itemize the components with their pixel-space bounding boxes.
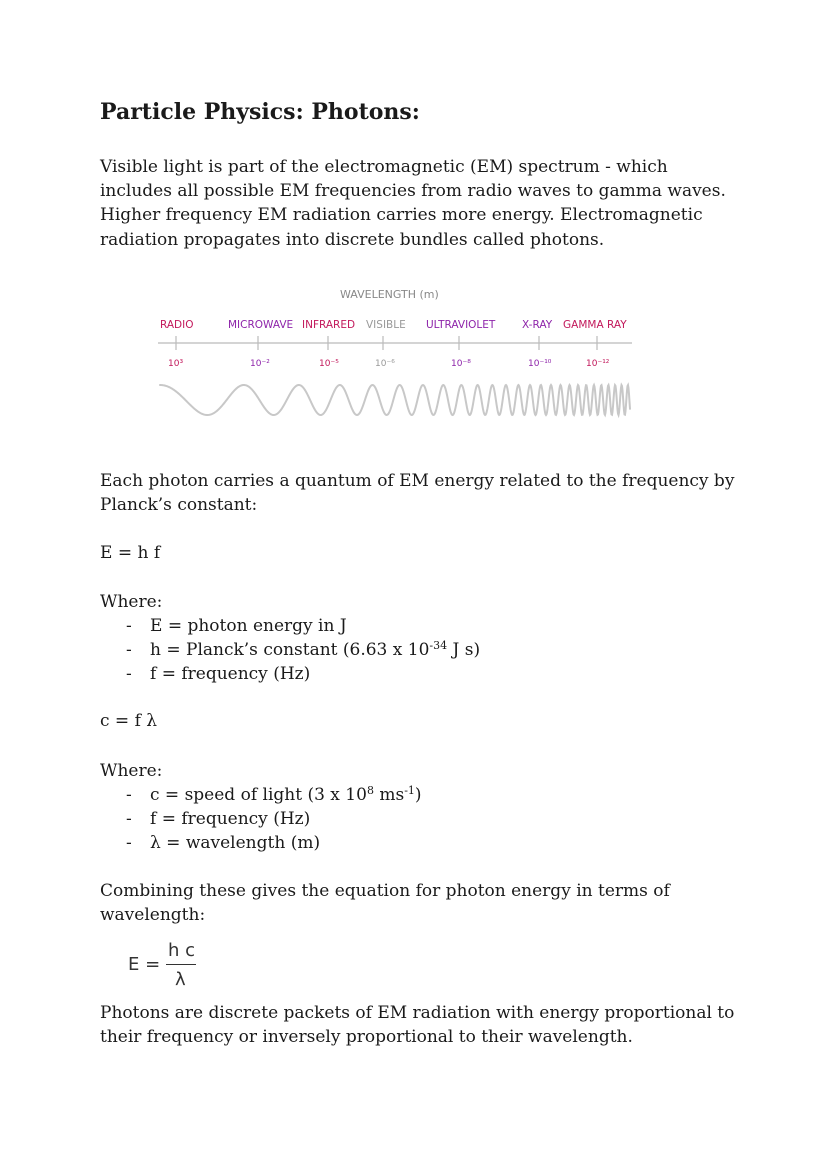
equation-wave: c = f λ	[100, 711, 158, 731]
tick-label-infrared: 10⁻⁵	[319, 359, 339, 369]
intro-paragraph: Visible light is part of the electromagnetic (EM) spectrum - which includes all possible EM frequencies from radio waves to gamma waves. Higher frequency EM radiation carries more energy. Electromagnetic radiation propagates into discrete bundles called photons.	[100, 157, 726, 250]
quantum-paragraph: Each photon carries a quantum of EM energy related to the frequency by Planck’s constant:	[100, 471, 735, 516]
list-item: - f = frequency (Hz)	[126, 662, 480, 686]
spectrum-heading: WAVELENGTH (m)	[340, 288, 439, 301]
tick-label-radio: 10³	[168, 359, 184, 369]
definitions-list-1	[126, 614, 480, 686]
equation-numerator: h c	[168, 940, 196, 961]
combine-paragraph: Combining these gives the equation for photon energy in terms of wavelength:	[100, 881, 670, 926]
band-label-gamma: GAMMA RAY	[563, 319, 627, 331]
list-item: - E = photon energy in J	[126, 614, 480, 638]
tick-label-gamma: 10⁻¹²	[586, 359, 610, 369]
tick-label-ultraviolet: 10⁻⁸	[451, 359, 471, 369]
where-label-2: Where:	[100, 761, 163, 781]
equation-planck: E = h f	[100, 543, 161, 563]
tick-label-visible: 10⁻⁶	[375, 359, 395, 369]
definitions-list-2	[126, 783, 422, 855]
em-spectrum-diagram	[150, 280, 640, 430]
list-item: - f = frequency (Hz)	[126, 807, 422, 831]
list-item: - λ = wavelength (m)	[126, 831, 422, 855]
band-label-radio: RADIO	[160, 319, 194, 331]
tick-label-xray: 10⁻¹⁰	[528, 359, 552, 369]
fraction-bar	[166, 964, 196, 965]
band-label-visible: VISIBLE	[366, 319, 406, 331]
page-title: Particle Physics: Photons:	[100, 99, 420, 125]
equation-denominator: λ	[175, 969, 186, 990]
band-label-ultraviolet: ULTRAVIOLET	[426, 319, 496, 331]
tick-label-microwave: 10⁻²	[250, 359, 270, 369]
list-item: - c = speed of light (3 x $10^8$ $ms^{-1}$)	[126, 783, 422, 807]
equation-lhs: E =	[128, 954, 161, 975]
wave-illustration	[160, 385, 630, 415]
band-label-infrared: INFRARED	[302, 319, 356, 331]
list-item: - h = Planck’s constant (6.63 x $10^{-34}$ J s)	[126, 638, 480, 662]
band-label-xray: X-RAY	[522, 319, 553, 331]
where-label-1: Where:	[100, 592, 163, 612]
conclusion-paragraph: Photons are discrete packets of EM radiation with energy proportional to their frequency or inversely proportional to their wavelength.	[100, 1003, 735, 1048]
band-label-microwave: MICROWAVE	[228, 319, 294, 331]
